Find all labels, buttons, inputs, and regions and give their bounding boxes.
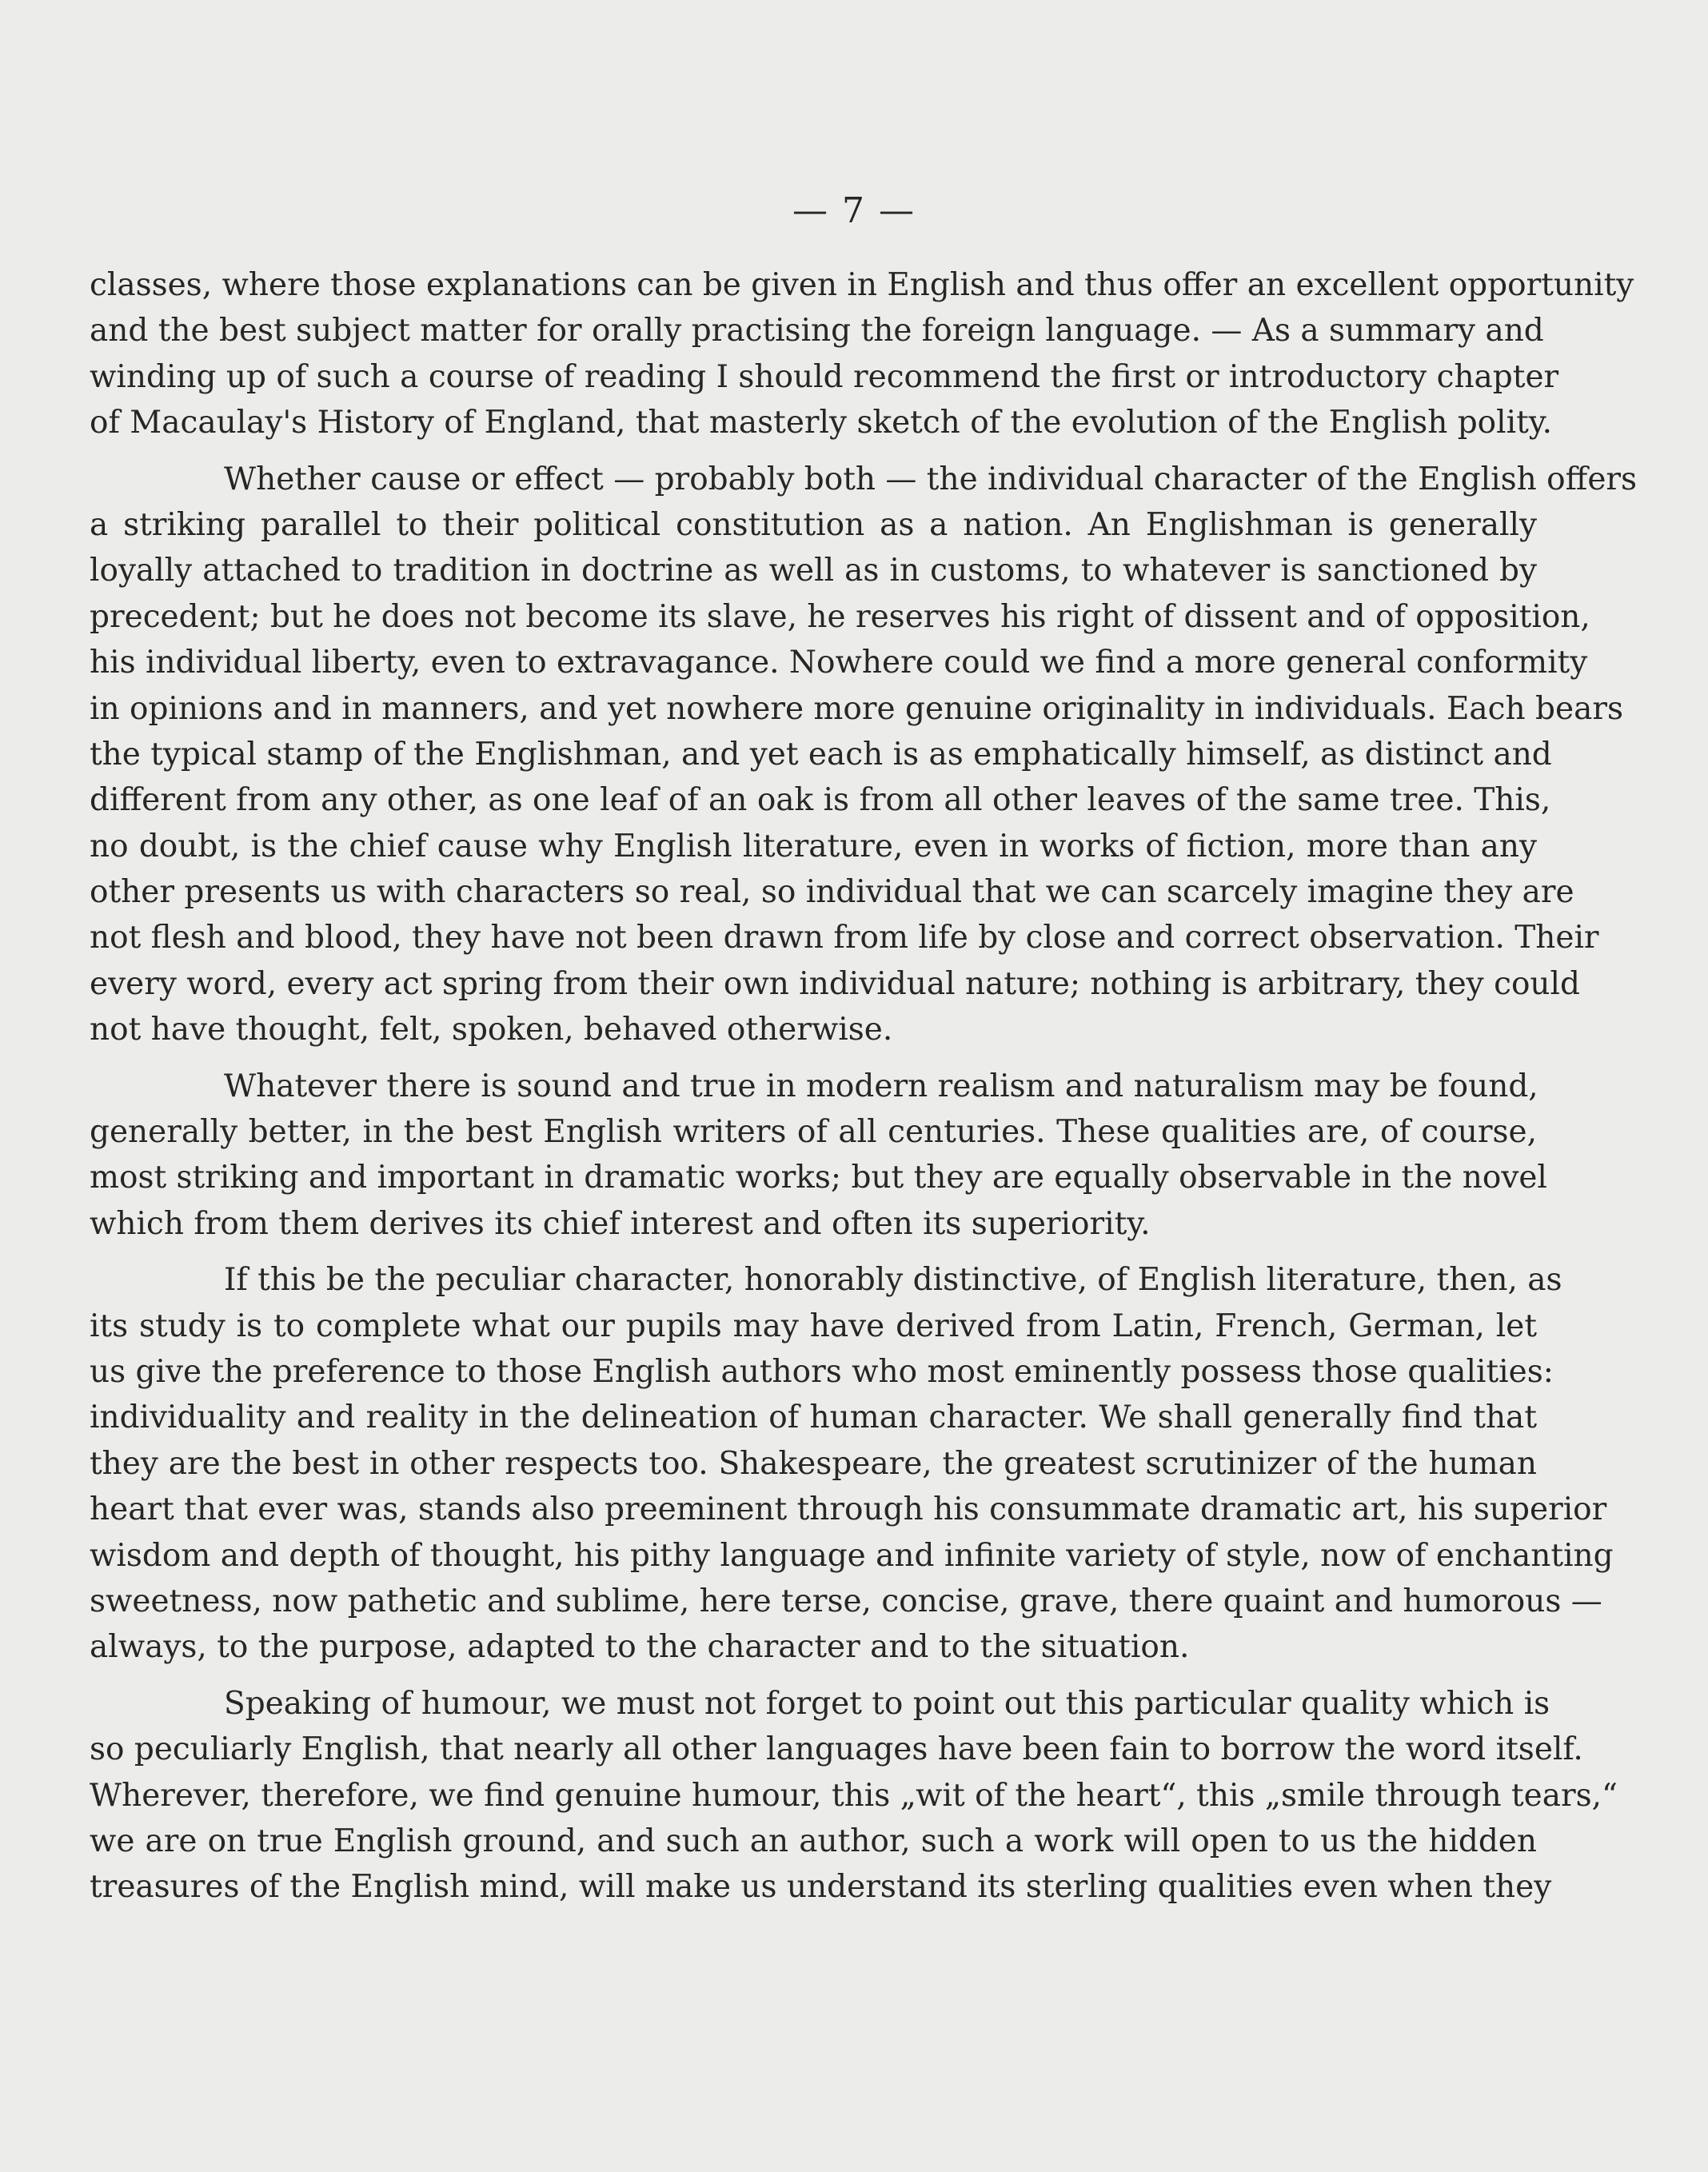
text-line: and the best subject matter for orally practising the foreign language. — As a summary and [90, 313, 1544, 349]
text-line: generally better, in the best English writers of all centuries. These qualities are, of course, [90, 1114, 1537, 1151]
text-line: which from them derives its chief interest and often its superiority. [90, 1205, 1151, 1242]
text-line: so peculiarly English, that nearly all other languages have been fain to borrow the word itself. [90, 1731, 1583, 1768]
text-line: they are the best in other respects too. Shakespeare, the greatest scrutinizer of the human [90, 1445, 1537, 1482]
text-line: not have thought, felt, spoken, behaved otherwise. [90, 1012, 893, 1048]
text-line: other presents us with characters so real, so individual that we can scarcely imagine they are [90, 874, 1574, 911]
text-line: sweetness, now pathetic and sublime, here terse, concise, grave, there quaint and humorous — [90, 1583, 1602, 1619]
text-line: a striking parallel to their political constitution as a nation. An Englishman is generally [90, 506, 1537, 543]
text-line: Whether cause or effect — probably both — the individual character of the English offers [224, 461, 1638, 497]
paragraph-2 [90, 457, 1638, 1053]
text-line: always, to the purpose, adapted to the character and to the situation. [90, 1629, 1190, 1666]
text-line: the typical stamp of the Englishman, and yet each is as emphatically himself, as distinct and [90, 736, 1552, 773]
page-number: — 7 — [792, 190, 916, 231]
text-line: precedent; but he does not become its slave, he reserves his right of dissent and of opposition, [90, 598, 1590, 635]
text-line: most striking and important in dramatic works; but they are equally observable in the novel [90, 1160, 1547, 1196]
paragraph-5 [90, 1681, 1618, 1910]
text-line: in opinions and in manners, and yet nowhere more genuine originality in individuals. Each bears [90, 690, 1623, 727]
text-line: different from any other, as one leaf of an oak is from all other leaves of the same tree. This, [90, 782, 1551, 819]
text-line: Wherever, therefore, we find genuine humour, this „wit of the heart“, this „smile through tears,“ [90, 1777, 1618, 1814]
text-line: wisdom and depth of thought, his pithy language and infinite variety of style, now of enchanting [90, 1537, 1614, 1574]
body-text [90, 262, 1638, 1921]
text-line: individuality and reality in the delineation of human character. We shall generally find that [90, 1399, 1537, 1436]
text-line: us give the preference to those English authors who most eminently possess those qualities: [90, 1353, 1554, 1390]
text-line: Whatever there is sound and true in modern realism and naturalism may be found, [224, 1068, 1538, 1104]
text-line: heart that ever was, stands also preeminent through his consummate dramatic art, his superior [90, 1491, 1607, 1528]
text-line: no doubt, is the chief cause why English literature, even in works of fiction, more than any [90, 828, 1537, 864]
text-line: classes, where those explanations can be given in English and thus offer an excellent opportunity [90, 267, 1634, 303]
text-line: loyally attached to tradition in doctrine as well as in customs, to whatever is sanctioned by [90, 553, 1537, 589]
text-line: we are on true English ground, and such an author, such a work will open to us the hidden [90, 1823, 1537, 1859]
text-line: winding up of such a course of reading I should recommend the first or introductory chapter [90, 358, 1559, 395]
text-line: If this be the peculiar character, honorably distinctive, of English literature, then, as [224, 1262, 1562, 1299]
text-line: of Macaulay's History of England, that masterly sketch of the evolution of the English polity. [90, 405, 1553, 441]
text-line: every word, every act spring from their own individual nature; nothing is arbitrary, they could [90, 965, 1580, 1002]
paragraph-4 [90, 1257, 1614, 1671]
paragraph-3 [90, 1064, 1547, 1248]
text-line: treasures of the English mind, will make us understand its sterling qualities even when they [90, 1869, 1552, 1906]
text-line: Speaking of humour, we must not forget to point out this particular quality which is [224, 1685, 1550, 1722]
text-line: his individual liberty, even to extravagance. Nowhere could we find a more general conformity [90, 645, 1588, 681]
text-line: not flesh and blood, they have not been drawn from life by close and correct observation. Their [90, 920, 1599, 956]
text-line: its study is to complete what our pupils may have derived from Latin, French, German, let [90, 1308, 1537, 1344]
paragraph-1 [90, 262, 1634, 446]
